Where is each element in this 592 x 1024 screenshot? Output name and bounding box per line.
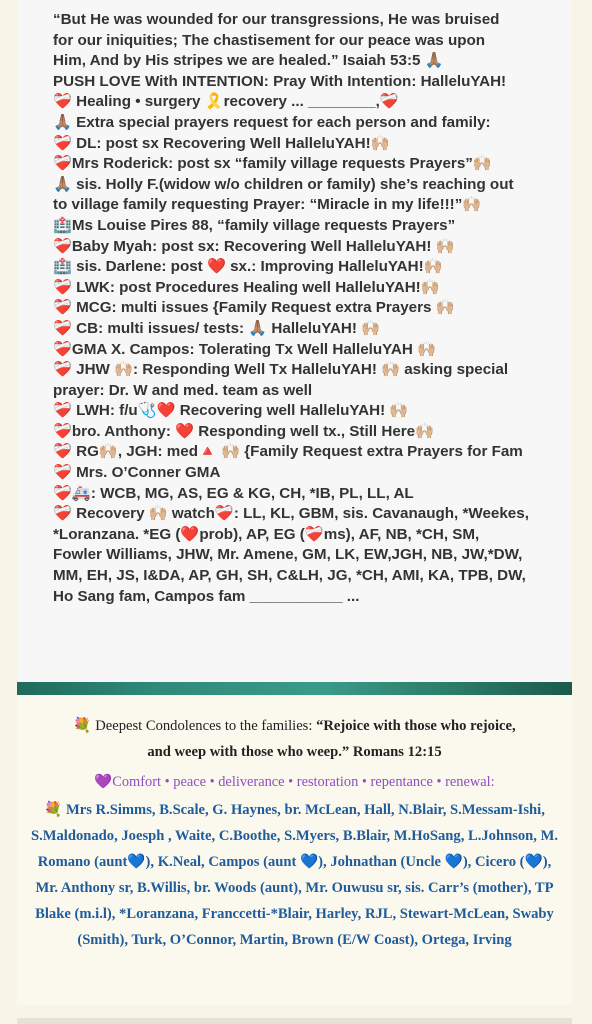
prayer-line: ❤️‍🩹 DL: post sx Recovering Well HalleluYAH!🙌🏼 <box>53 134 390 152</box>
prayer-line: ❤️‍🩹 Mrs. O’Conner GMA <box>53 464 221 482</box>
prayer-line: prayer: Dr. W and med. team as well <box>53 381 313 399</box>
prayer-line: ❤️‍🩹Mrs Roderick: post sx “family village requests Prayers”🙌🏼 <box>53 155 492 173</box>
prayer-line: 🙏🏽 sis. Holly F.(widow w/o children or family) she’s reaching out <box>53 175 514 193</box>
prayer-line: for our iniquities; The chastisement for our peace was upon <box>53 31 486 49</box>
prayer-line: ❤️‍🩹 JHW 🙌🏼: Responding Well Tx HalleluYAH! 🙌🏼 asking special <box>53 361 509 379</box>
condolence-names: 💐 Mrs R.Simms, B.Scale, G. Haynes, br. McLean, Hall, N.Blair, S.Messam-Ishi, S.Maldonado, Joesph , Waite, C.Boothe, S.Myers, B.Blair, M.HoSang, L.Johnson, M. Romano (aunt💙), K.Neal, Campos (aunt 💙), Johnathan (Uncle 💙), Cicero (💙), Mr. Anthony sr, B.Willis, br. Woods (aunt), Mr. Ouwusu sr, sis. Carr’s (mother), TP Blake (m.i.l), *Loranzana, Franccetti-*Blair, Harley, RJL, Stewart-McLean, Swaby (Smith), Turk, O’Connor, Martin, Brown (E/W Coast), Ortega, Irving <box>30 802 559 948</box>
footer-bar <box>17 1018 572 1024</box>
prayer-line: PUSH LOVE With INTENTION: Pray With Intention: HalleluYAH! <box>53 72 507 90</box>
scripture-quote-part-1: “Rejoice with those who rejoice, <box>316 718 516 734</box>
condolences-heading <box>17 713 572 765</box>
prayer-line: ❤️‍🩹 LWH: f/u🩺❤️ Recovering well HalleluYAH! 🙌🏼 <box>53 402 409 420</box>
prayer-line: Ho Sang fam, Campos fam ___________ ... <box>53 587 360 605</box>
condolences-intro: 💐 Deepest Condolences to the families: <box>73 718 313 734</box>
prayer-line: ❤️‍🩹 RG🙌🏼, JGH: med🔺 🙌🏼 {Family Request extra Prayers for Fam <box>53 443 523 461</box>
prayer-line: MM, EH, JS, I&DA, AP, GH, SH, C&LH, JG, *CH, AMI, KA, TPB, DW, <box>53 567 526 585</box>
condolences-section <box>17 695 572 1005</box>
prayer-line: ❤️‍🩹🚑: WCB, MG, AS, EG & KG, CH, *IB, PL, LL, AL <box>53 484 414 502</box>
prayer-line: 🏥 sis. Darlene: post ❤️ sx.: Improving HalleluYAH!🙌🏼 <box>53 258 443 276</box>
prayer-line: ❤️‍🩹GMA X. Campos: Tolerating Tx Well HalleluYAH 🙌🏼 <box>53 340 436 358</box>
prayer-line: Him, And by His stripes we are healed.” Isaiah 53:5 🙏🏽 <box>53 52 444 70</box>
prayer-line: ❤️‍🩹 Recovery 🙌🏼 watch❤️‍🩹: LL, KL, GBM, sis. Cavanaugh, *Weekes, <box>53 505 529 523</box>
comfort-line: 💜Comfort • peace • deliverance • restoration • repentance • renewal: <box>94 774 495 790</box>
prayer-line: ❤️‍🩹 LWK: post Procedures Healing well HalleluYAH!🙌🏼 <box>53 278 440 296</box>
prayer-list-card <box>17 0 572 682</box>
prayer-line: ❤️‍🩹Baby Myah: post sx: Recovering Well HalleluYAH! 🙌🏼 <box>53 237 455 255</box>
prayer-line: “But He was wounded for our transgressions, He was bruised <box>53 11 500 28</box>
prayer-line: to village family requesting Prayer: “Miracle in my life!!!”🙌🏼 <box>53 196 482 214</box>
prayer-line: Fowler Williams, JHW, Mr. Amene, GM, LK, EW,JGH, NB, JW,*DW, <box>53 546 523 564</box>
prayer-list-text <box>17 0 572 607</box>
prayer-line: ❤️‍🩹 CB: multi issues/ tests: 🙏🏽 HalleluYAH! 🙌🏼 <box>53 319 381 337</box>
prayer-line: ❤️‍🩹bro. Anthony: ❤️ Responding well tx., Still Here🙌🏼 <box>53 422 435 440</box>
prayer-line: 🙏🏽 Extra special prayers request for each person and family: <box>53 113 491 131</box>
prayer-line: ❤️‍🩹 MCG: multi issues {Family Request extra Prayers 🙌🏼 <box>53 299 455 317</box>
scripture-quote-part-2: and weep with those who weep.” Romans 12:15 <box>147 744 442 760</box>
prayer-line: *Loranzana. *EG (❤️prob), AP, EG (❤️‍🩹ms), AF, NB, *CH, SM, <box>53 525 480 543</box>
prayer-line: 🏥Ms Louise Pires 88, “family village requests Prayers” <box>53 216 456 234</box>
decorative-strip <box>17 682 572 695</box>
prayer-line: ❤️‍🩹 Healing • surgery 🎗️recovery ... ________,❤️‍🩹 <box>53 93 399 111</box>
